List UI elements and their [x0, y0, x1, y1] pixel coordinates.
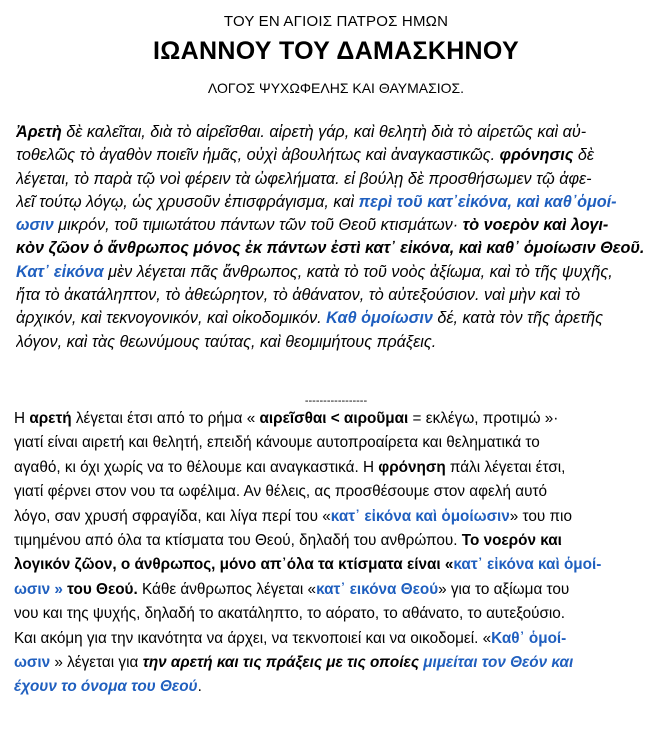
- text-line: ἤτα τὸ ἀκατάληπτον, τὸ ἀθεώρητον, τὸ ἀθάνατον, τὸ αὐτεξούσιον. ναὶ μὴν καὶ τὸ: [16, 286, 581, 305]
- text-line: λόγον, καὶ τὰς θεωνύμους ταύτας, καὶ θεομιμήτους πράξεις.: [16, 332, 437, 351]
- text-line: Η αρετή λέγεται έτσι από το ρήμα « αιρεῖσθαι < αιροῦμαι = εκλέγω, προτιμώ »·: [14, 410, 559, 427]
- modern-translation-paragraph: [14, 407, 658, 700]
- document-subtitle: ΛΟΓΟΣ ΨΥΧΩΦΕΛΗΣ ΚΑΙ ΘΑΥΜΑΣΙΟΣ.: [207, 80, 465, 96]
- header-line: ΤΟΥ ΕΝ ΑΓΙΟΙΣ ΠΑΤΡΟΣ ΗΜΩΝ: [223, 13, 449, 30]
- text-line: τιμημένου από όλα τα κτίσματα του Θεού, δηλαδή του ανθρώπου. Το νοερόν και: [14, 532, 562, 550]
- text-line: κὸν ζῶον ὁ ἄνθρωπος μόνος ἐκ πάντων ἐστὶ κατ᾿ εἰκόνα, καὶ καθ᾿ ὁμοίωσιν Θεοῦ.: [16, 239, 645, 258]
- text-line: Κατ᾿ εἰκόνα μὲν λέγεται πᾶς ἄνθρωπος, κατὰ τὸ τοῦ νοὸς ἀξίωμα, καὶ τὸ τῆς ψυχῆς,: [16, 262, 613, 281]
- text-line: ωσιν » λέγεται για την αρετή και τις πράξεις με τις οποίες μιμείται τον Θεόν και: [14, 654, 574, 672]
- text-line: νου και της ψυχής, δηλαδή το ακατάληπτο, το αόρατο, το αθάνατο, το αυτεξούσιο.: [14, 605, 566, 623]
- document-title: ΙΩΑΝΝΟΥ ΤΟΥ ΔΑΜΑΣΚΗΝΟΥ: [153, 37, 519, 65]
- text-line: λεῖ τούτῳ λόγῳ, ὡς χρυσοῦν ἐπισφράγισμα, καὶ περὶ τοῦ κατ᾿εἰκόνα, καὶ καθ᾿ὁμοί-: [16, 192, 617, 211]
- text-line: τοθελῶς τὸ ἀγαθὸν ποιεῖν ἡμᾶς, οὐχὶ ἀβουλήτως καὶ ἀναγκαστικῶς. φρόνησις δὲ: [16, 146, 595, 165]
- ancient-text-paragraph: [16, 121, 656, 354]
- text-line: Ἀρετὴ δὲ καλεῖται, διὰ τὸ αἱρεῖσθαι. αἱρετὴ γάρ, καὶ θελητὴ διὰ τὸ αἱρετῶς καὶ αὐ-: [16, 123, 587, 141]
- text-line: ἀρχικόν, καὶ τεκνογονικόν, καὶ οἰκοδομικόν. Καθ ὁμοίωσιν δέ, κατὰ τὸν τῆς ἀρετῆς: [16, 309, 603, 328]
- text-line: λογικόν ζῶον, ο άνθρωπος, μόνο απ᾿όλα τα κτίσματα είναι «κατ᾿ εἰκόνα καὶ ὁμοί-: [14, 556, 602, 574]
- text-line: γιατί φέρνει στον νου τα ωφέλιμα. Αν θέλεις, ας προσθέσουμε στον αφελή αυτό: [14, 483, 548, 501]
- text-line: λέγεται, τὸ παρὰ τῷ νοὶ φέρειν τὰ ὠφελήματα. εἰ βούλῃ δὲ προσθήσωμεν τῷ ἀφε-: [16, 169, 592, 188]
- text-line: έχουν το όνομα του Θεού.: [14, 678, 202, 696]
- section-separator: -----------------: [304, 395, 368, 407]
- text-line: αγαθό, κι όχι χωρίς να το θέλουμε και αναγκαστικά. Η φρόνηση πάλι λέγεται έτσι,: [14, 458, 566, 476]
- text-line: Και ακόμη για την ικανότητα να άρχει, να τεκνοποιεί και να οικοδομεί. «Καθ᾿ ὁμοί-: [14, 629, 567, 647]
- text-line: ωσιν » του Θεού. Κάθε άνθρωπος λέγεται «κατ᾿ εικόνα Θεού» για το αξίωμα του: [14, 580, 570, 598]
- text-line: λόγο, σαν χρυσή σφραγίδα, και λίγα περί του «κατ᾿ εἰκόνα καὶ ὁμοίωσιν» του πιο: [14, 507, 572, 525]
- text-line: ωσιν μικρόν, τοῦ τιμιωτάτου πάντων τῶν τοῦ Θεοῦ κτισμάτων· τὸ νοερὸν καὶ λογι-: [16, 216, 609, 235]
- text-line: γιατί είναι αιρετή και θελητή, επειδή κάνουμε αυτοπροαίρετα και θεληματικά το: [14, 434, 540, 452]
